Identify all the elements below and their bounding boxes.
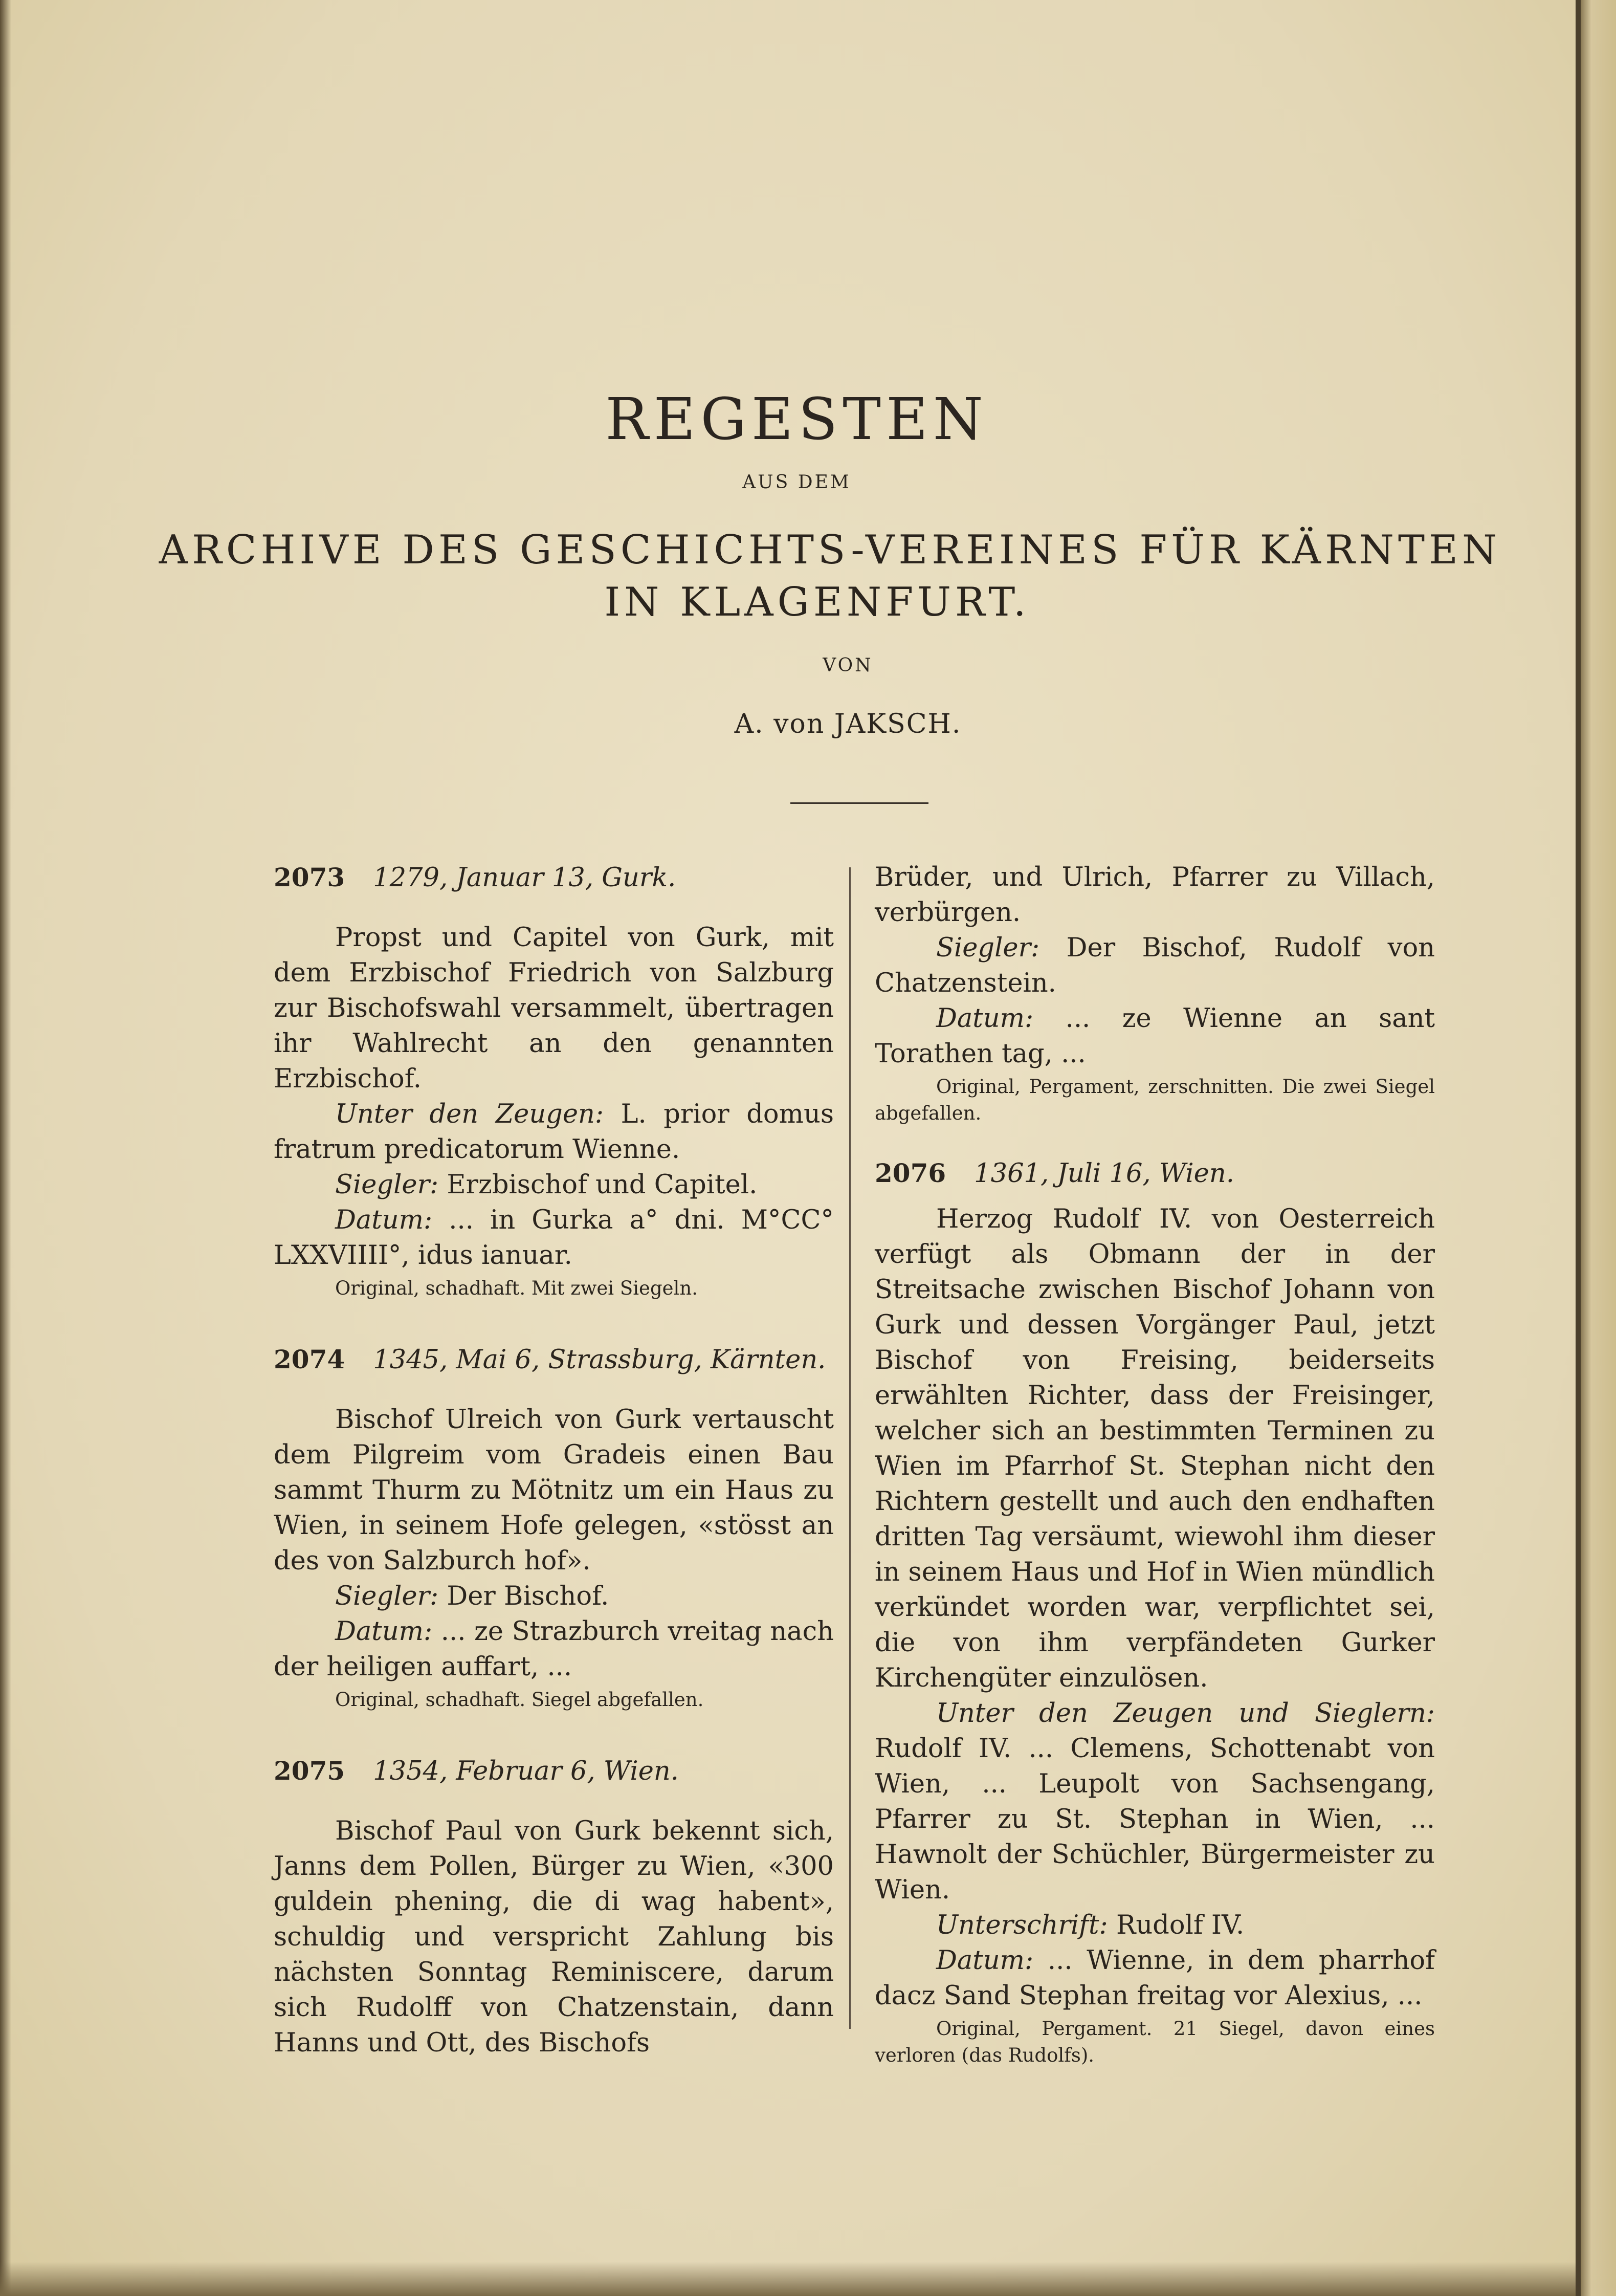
entry-seal — [274, 1579, 834, 1614]
title-divider — [790, 802, 928, 804]
witness-label: Unter den Zeugen und Sieglern: — [936, 1698, 1435, 1729]
entry-2074 — [274, 1342, 834, 1713]
author-name: A. von JAKSCH. — [734, 709, 962, 739]
witness-text: L. prior domus fratrum predicatorum Wienne. — [274, 1099, 834, 1165]
datum-label: Datum: — [936, 1003, 1034, 1034]
entry-heading — [274, 1342, 834, 1377]
seal-text: Der Bischof. — [447, 1581, 609, 1611]
datum-label: Datum: — [335, 1616, 433, 1647]
right-column — [875, 860, 1435, 2069]
entry-2076 — [875, 1155, 1435, 2069]
entry-date: 1345, Mai 6, Strassburg, Kärnten. — [373, 1345, 826, 1375]
entry-datum — [274, 1614, 834, 1685]
entry-note: Original, Pergament. 21 Siegel, davon eines verloren (das Rudolfs). — [875, 2018, 1435, 2066]
entry-datum — [875, 1001, 1435, 1072]
entry-number: 2073 — [274, 862, 345, 892]
entry-date: 1361, Juli 16, Wien. — [974, 1158, 1234, 1189]
archive-title-line1: ARCHIVE DES GESCHICHTS-VEREINES FÜR KÄRNTEN — [159, 527, 1501, 573]
entry-2075-continued — [875, 860, 1435, 1127]
entry-number: 2076 — [875, 1158, 946, 1188]
entry-date: 1279, Januar 13, Gurk. — [373, 863, 676, 893]
entry-summary: Propst und Capitel von Gurk, mit dem Erzbischof Friedrich von Salzburg zur Bischofswahl versammelt, übertragen ihr Wahlrecht an den genannten Erzbischof. — [274, 923, 834, 1094]
datum-text: ... ze Strazburch vreitag nach der heiligen auffart, ... — [274, 1616, 834, 1682]
signature-text: Rudolf IV. — [1116, 1910, 1245, 1940]
next-page-edge — [1581, 0, 1616, 2296]
entry-seal — [274, 1167, 834, 1202]
entry-heading — [274, 860, 834, 895]
datum-text: ... in Gurka a° dni. M°CC° LXXVIIII°, idus ianuar. — [274, 1205, 834, 1271]
entry-datum — [875, 1943, 1435, 2014]
entry-summary-part1: Bischof Paul von Gurk bekennt sich, Janns dem Pollen, Bürger zu Wien, «300 guldein phening, die di wag habent», schuldig und verspricht Zahlung bis nächsten Sonntag Reminiscere, darum sich Rudolff von Chatzenstain, dann Hanns und Ott, des Bischofs — [274, 1816, 834, 2058]
page-gutter-shadow — [0, 0, 11, 2296]
page-bottom-shadow — [0, 2262, 1593, 2296]
entry-note: Original, Pergament, zerschnitten. Die zwei Siegel abgefallen. — [875, 1076, 1435, 1124]
seal-text: Erzbischof und Capitel. — [447, 1170, 758, 1200]
datum-text: ... Wienne, in dem pharrhof dacz Sand Stephan freitag vor Alexius, ... — [875, 1945, 1435, 2011]
entry-number: 2075 — [274, 1756, 345, 1786]
entry-heading — [274, 1753, 834, 1789]
datum-text: ... ze Wienne an sant Torathen tag, ... — [875, 1003, 1435, 1069]
subtitle-aus-dem: AUS DEM — [742, 472, 851, 493]
entry-summary: Bischof Ulreich von Gurk vertauscht dem Pilgreim vom Gradeis einen Bau sammt Thurm zu Mötnitz um ein Haus zu Wien, in seinem Hofe gelegen, «stösst an des von Salzburch hof». — [274, 1405, 834, 1576]
seal-label: Siegler: — [936, 933, 1040, 963]
column-divider — [849, 867, 851, 2029]
seal-label: Siegler: — [335, 1581, 439, 1611]
entry-2075 — [274, 1753, 834, 2061]
witness-text: Rudolf IV. ... Clemens, Schottenabt von Wien, ... Leupolt von Sachsengang, Pfarrer zu St. Stephan in Wien, ... Hawnolt der Schüchler, Bürgermeister zu Wien. — [875, 1734, 1435, 1905]
entry-witnesses — [875, 1696, 1435, 1908]
archive-title-line2: IN KLAGENFURT. — [604, 579, 1030, 625]
entry-seal — [875, 930, 1435, 1001]
witness-label: Unter den Zeugen: — [335, 1099, 604, 1129]
entry-heading — [875, 1155, 1435, 1191]
signature-label: Unterschrift: — [936, 1910, 1108, 1940]
byline-von: VON — [823, 655, 873, 676]
entry-number: 2074 — [274, 1344, 345, 1374]
datum-label: Datum: — [936, 1945, 1034, 1976]
entry-date: 1354, Februar 6, Wien. — [373, 1756, 679, 1786]
entry-note: Original, schadhaft. Mit zwei Siegeln. — [335, 1277, 698, 1299]
datum-label: Datum: — [335, 1205, 433, 1235]
entry-witnesses — [274, 1097, 834, 1167]
entry-summary-part2: Brüder, und Ulrich, Pfarrer zu Villach, verbürgen. — [875, 862, 1435, 928]
entry-note: Original, schadhaft. Siegel abgefallen. — [335, 1689, 704, 1711]
entry-2073 — [274, 860, 834, 1302]
entry-signature — [875, 1908, 1435, 1943]
page-title: REGESTEN — [605, 386, 988, 453]
entry-datum — [274, 1202, 834, 1273]
left-column — [274, 860, 834, 2061]
entry-summary: Herzog Rudolf IV. von Oesterreich verfügt als Obmann der in der Streitsache zwischen Bischof Johann von Gurk und dessen Vorgänger Paul, jetzt Bischof von Freising, beiderseits erwählten Richter, dass der Freisinger, welcher sich an bestimmten Terminen zu Wien im Pfarrhof St. Stephan nicht den Richtern gestellt und auch den endhaften dritten Tag versäumt, wiewohl ihm dieser in seinem Haus und Hof in Wien mündlich verkündet worden war, verpflichtet sei, die von ihm verpfändeten Gurker Kirchengüter einzulösen. — [875, 1204, 1435, 1693]
seal-text: Der Bischof, Rudolf von Chatzenstein. — [875, 933, 1435, 998]
seal-label: Siegler: — [335, 1170, 439, 1200]
